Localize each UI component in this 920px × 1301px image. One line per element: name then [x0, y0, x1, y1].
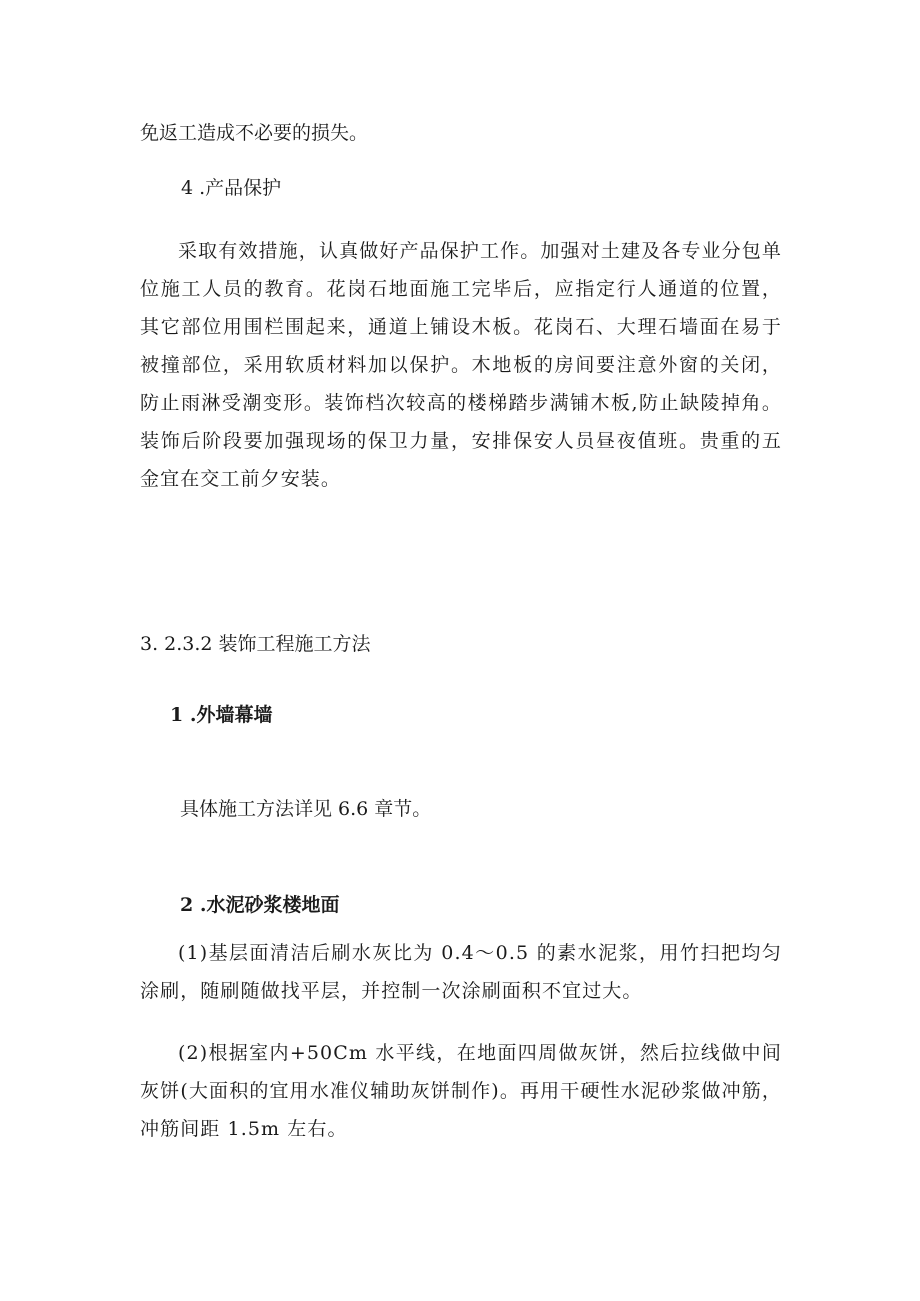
section4-body: 采取有效措施，认真做好产品保护工作。加强对土建及各专业分包单位施工人员的教育。花岗石地面施工完毕后，应指定行人通道的位置，其它部位用围栏围起来，通道上铺设木板。花岗石、大理石墙面在易于被撞部位，采用软质材料加以保护。木地板的房间要注意外窗的关闭，防止雨淋受潮变形。装饰档次较高的楼梯踏步满铺木板,防止缺陵掉角。装饰后阶段要加强现场的保卫力量，安排保安人员昼夜值班。贵重的五金宜在交工前夕安装。 — [140, 240, 782, 490]
item1-heading: 1 .外墙幕墙 — [170, 704, 273, 726]
item2-para2: (2)根据室内+50Cm 水平线，在地面四周做灰饼，然后拉线做中间灰饼(大面积的宜用水准仪辅助灰饼制作)。再用干硬性水泥砂浆做冲筋，冲筋间距 1.5m 左右。 — [140, 1042, 782, 1140]
section4-heading: 4 .产品保护 — [181, 177, 282, 199]
item1-body: 具体施工方法详见 6.6 章节。 — [180, 798, 432, 820]
continuation-line: 免返工造成不必要的损失。 — [140, 122, 369, 144]
item2-para1: (1)基层面清洁后刷水灰比为 0.4～0.5 的素水泥浆，用竹扫把均匀涂刷，随刷随做找平层，并控制一次涂刷面积不宜过大。 — [140, 942, 782, 1002]
item2-heading: 2 .水泥砂浆楼地面 — [180, 894, 340, 916]
section-heading: 3. 2.3.2 装饰工程施工方法 — [140, 633, 371, 655]
